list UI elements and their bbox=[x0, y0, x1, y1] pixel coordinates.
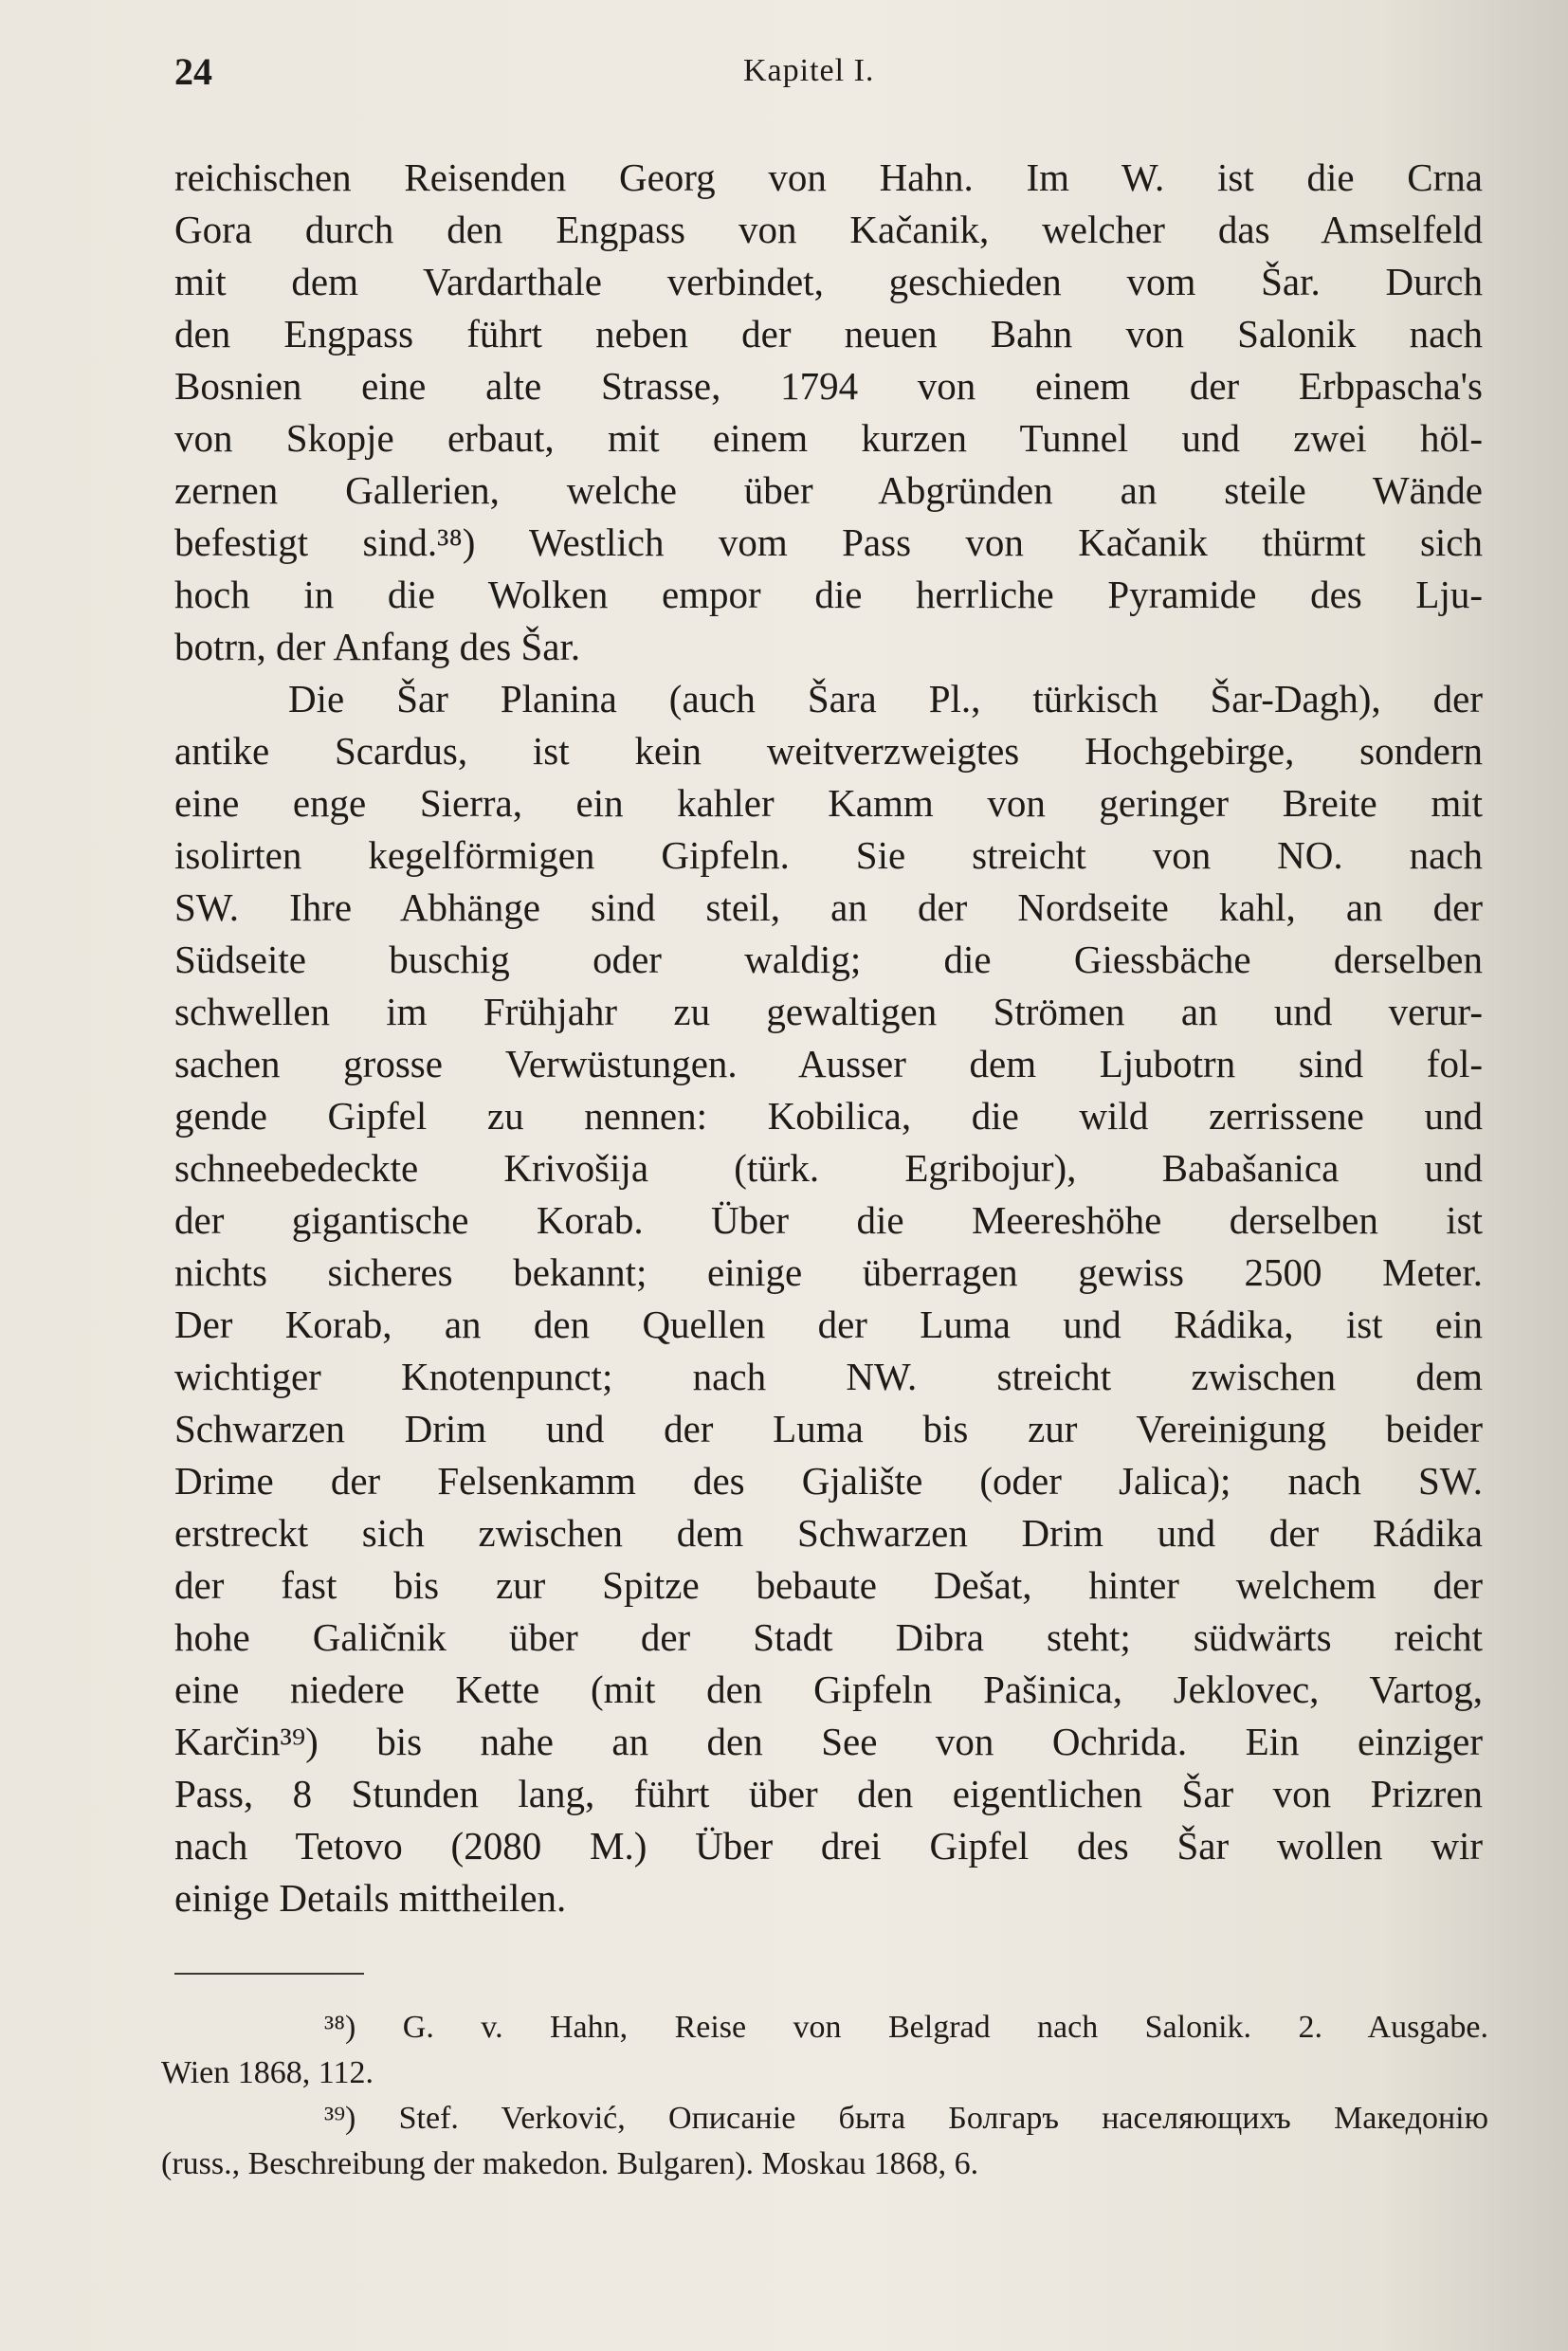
text-line: schneebedeckte Krivošija (türk. Egribojur), Babašanica und bbox=[174, 1146, 1483, 1190]
text-line: isolirten kegelförmigen Gipfeln. Sie streicht von NO. nach bbox=[174, 833, 1483, 877]
text-line: hohe Galičnik über der Stadt Dibra steht; südwärts reicht bbox=[174, 1615, 1483, 1659]
page-number: 24 bbox=[174, 50, 212, 93]
text-line: Der Korab, an den Quellen der Luma und Rádika, ist ein bbox=[174, 1303, 1483, 1346]
text-line: Südseite buschig oder waldig; die Giessbäche derselben bbox=[174, 938, 1483, 981]
text-line: einige Details mittheilen. bbox=[174, 1876, 567, 1920]
text-line: sachen grosse Verwüstungen. Ausser dem Ljubotrn sind fol- bbox=[174, 1042, 1483, 1085]
text-line: der gigantische Korab. Über die Meereshöhe derselben ist bbox=[174, 1198, 1483, 1242]
page-header bbox=[174, 49, 1483, 106]
text-line: Gora durch den Engpass von Kačanik, welcher das Amselfeld bbox=[174, 208, 1483, 251]
text-line: befestigt sind.³⁸) Westlich vom Pass von Kačanik thürmt sich bbox=[174, 520, 1483, 564]
text-line: antike Scardus, ist kein weitverzweigtes Hochgebirge, sondern bbox=[174, 729, 1483, 773]
text-line: Karčin³⁹) bis nahe an den See von Ochrida. Ein einziger bbox=[174, 1720, 1483, 1763]
text-line: wichtiger Knotenpunct; nach NW. streicht zwischen dem bbox=[174, 1355, 1483, 1398]
footnote-line: (russ., Beschreibung der makedon. Bulgaren). Moskau 1868, 6. bbox=[161, 2146, 979, 2181]
body-text bbox=[174, 152, 1483, 1924]
text-line: mit dem Vardarthale verbindet, geschieden vom Šar. Durch bbox=[174, 260, 1483, 303]
text-line: SW. Ihre Abhänge sind steil, an der Nordseite kahl, an der bbox=[174, 885, 1483, 929]
footnote-line: Wien 1868, 112. bbox=[161, 2055, 374, 2090]
footnote-line: ³⁹) Stef. Verković, Описаніе быта Болгаръ населяющихъ Македонію bbox=[324, 2101, 1488, 2136]
text-line: eine enge Sierra, ein kahler Kamm von geringer Breite mit bbox=[174, 781, 1483, 825]
footnote-line: ³⁸) G. v. Hahn, Reise von Belgrad nach Salonik. 2. Ausgabe. bbox=[324, 2010, 1488, 2045]
text-line: Pass, 8 Stunden lang, führt über den eigentlichen Šar von Prizren bbox=[174, 1772, 1483, 1815]
text-line: schwellen im Frühjahr zu gewaltigen Strömen an und verur- bbox=[174, 990, 1483, 1033]
text-line: eine niedere Kette (mit den Gipfeln Pašinica, Jeklovec, Vartog, bbox=[174, 1668, 1483, 1711]
text-line: von Skopje erbaut, mit einem kurzen Tunnel und zwei höl- bbox=[174, 416, 1483, 460]
text-line: nach Tetovo (2080 M.) Über drei Gipfel des Šar wollen wir bbox=[174, 1824, 1483, 1868]
footnotes bbox=[161, 2005, 1488, 2187]
text-line: der fast bis zur Spitze bebaute Dešat, hinter welchem der bbox=[174, 1563, 1483, 1607]
text-line: gende Gipfel zu nennen: Kobilica, die wild zerrissene und bbox=[174, 1094, 1483, 1138]
text-line: Schwarzen Drim und der Luma bis zur Vereinigung beider bbox=[174, 1407, 1483, 1450]
text-line: nichts sicheres bekannt; einige überragen gewiss 2500 Meter. bbox=[174, 1250, 1483, 1294]
text-line: Bosnien eine alte Strasse, 1794 von einem der Erbpascha's bbox=[174, 364, 1483, 408]
text-line: hoch in die Wolken empor die herrliche Pyramide des Lju- bbox=[174, 573, 1483, 616]
footnote-divider bbox=[174, 1973, 364, 1975]
text-line: erstreckt sich zwischen dem Schwarzen Drim und der Rádika bbox=[174, 1511, 1483, 1555]
text-line: Drime der Felsenkamm des Gjalište (oder Jalica); nach SW. bbox=[174, 1459, 1483, 1503]
running-head: Kapitel I. bbox=[743, 53, 875, 88]
text-line: zernen Gallerien, welche über Abgründen an steile Wände bbox=[174, 468, 1483, 512]
text-line: botrn, der Anfang des Šar. bbox=[174, 625, 581, 668]
text-line: Die Šar Planina (auch Šara Pl., türkisch Šar-Dagh), der bbox=[288, 677, 1483, 720]
text-line: den Engpass führt neben der neuen Bahn von Salonik nach bbox=[174, 312, 1483, 355]
text-line: reichischen Reisenden Georg von Hahn. Im W. ist die Crna bbox=[174, 155, 1483, 199]
